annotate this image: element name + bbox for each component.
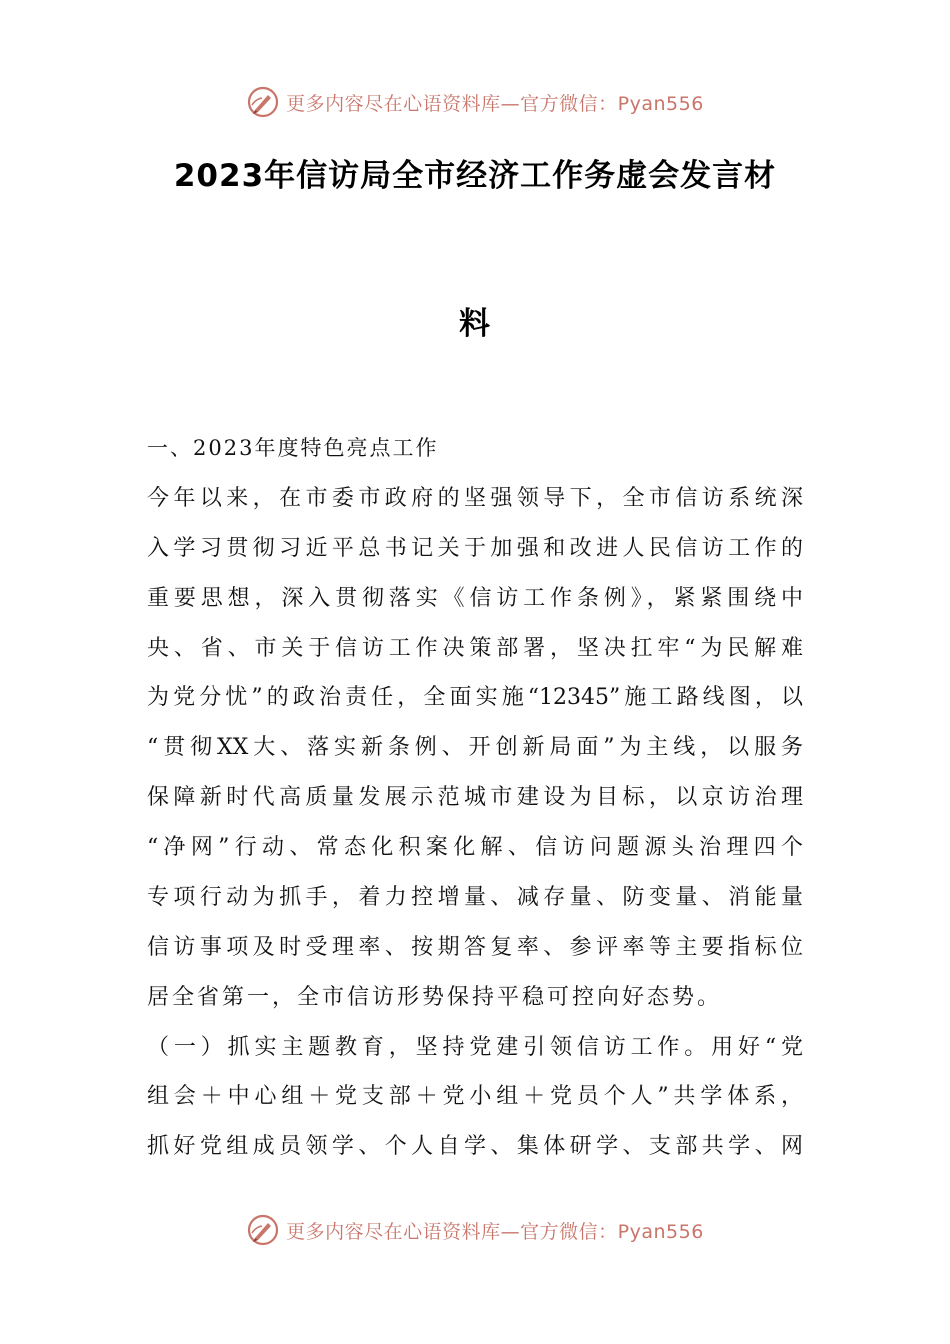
body-line: 居全省第一，全市信访形势保持平稳可控向好态势。 — [147, 985, 723, 1010]
body-line: 央、省、市关于信访工作决策部署，坚决扛牢“为民解难 — [147, 636, 803, 661]
section-heading: 一、2023年度特色亮点工作 — [147, 436, 439, 460]
page-title-line-2: 料 — [459, 306, 491, 342]
body-line: 专项行动为抓手，着力控增量、减存量、防变量、消能量 — [147, 885, 803, 910]
body-line: 为党分忧”的政治责任，全面实施“12345”施工路线图，以 — [147, 685, 803, 710]
body-line: “贯彻XX大、落实新条例、开创新局面”为主线，以服务 — [147, 735, 803, 760]
body-line: “净网”行动、常态化积案化解、信访问题源头治理四个 — [147, 835, 803, 860]
watermark-banner-top — [0, 80, 950, 124]
watermark-banner-bottom — [0, 1208, 950, 1252]
page-title-line-1: 2023年信访局全市经济工作务虚会发言材 — [173, 158, 777, 194]
body-line: 抓好党组成员领学、个人自学、集体研学、支部共学、网 — [147, 1134, 803, 1159]
body-line: 入学习贯彻习近平总书记关于加强和改进人民信访工作的 — [147, 536, 803, 561]
pen-logo-icon — [246, 85, 280, 119]
body-line: 保障新时代高质量发展示范城市建设为目标，以京访治理 — [147, 785, 803, 810]
body-line: 今年以来，在市委市政府的坚强领导下，全市信访系统深 — [147, 486, 803, 511]
watermark-text: 更多内容尽在心语资料库—官方微信：Pyan556 — [286, 1220, 704, 1243]
body-line: （一）抓实主题教育，坚持党建引领信访工作。用好“党 — [147, 1035, 803, 1060]
body-line: 重要思想，深入贯彻落实《信访工作条例》，紧紧围绕中 — [147, 586, 803, 611]
pen-logo-icon — [246, 1213, 280, 1247]
body-line: 组会＋中心组＋党支部＋党小组＋党员个人”共学体系， — [147, 1084, 803, 1109]
body-line: 信访事项及时受理率、按期答复率、参评率等主要指标位 — [147, 935, 803, 960]
watermark-text: 更多内容尽在心语资料库—官方微信：Pyan556 — [286, 92, 704, 115]
